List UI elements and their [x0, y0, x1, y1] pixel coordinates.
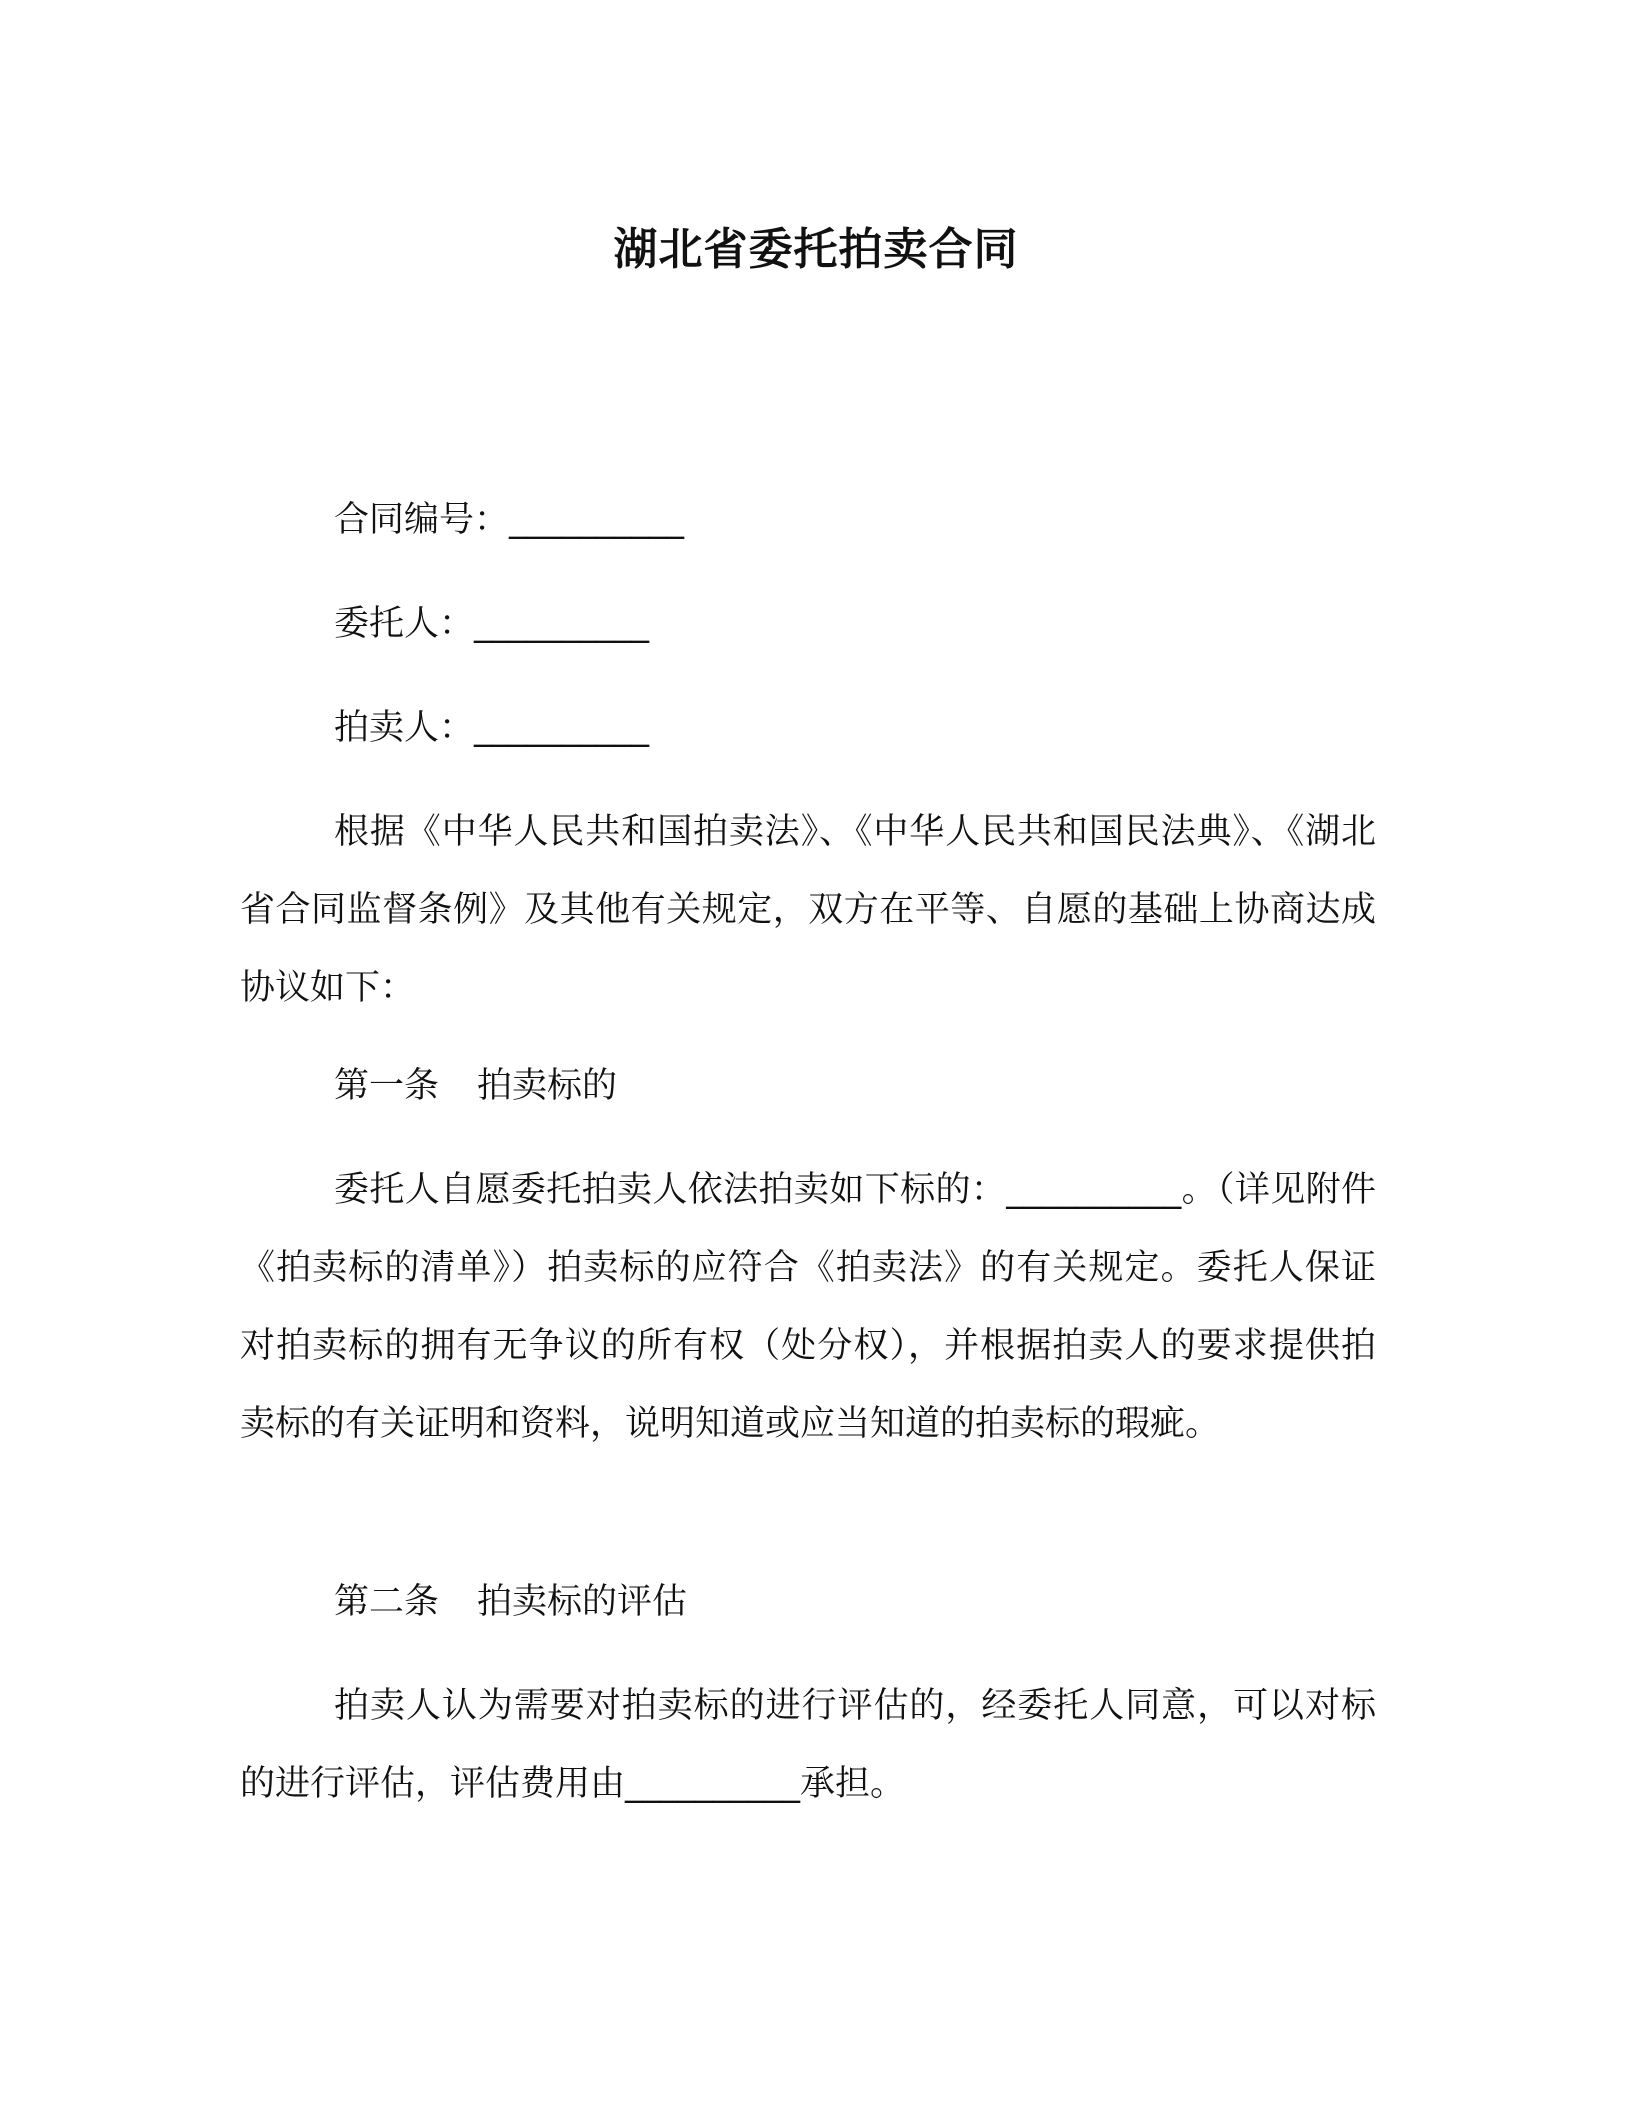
article-1-heading [334, 1062, 617, 1110]
document-title: 湖北省委托拍卖合同 [613, 224, 1019, 275]
article-1-title: 拍卖标的 [477, 1066, 618, 1106]
article-2-number: 第二条 [334, 1582, 440, 1622]
article-2-body: 拍卖人认为需要对拍卖标的进行评估的，经委托人同意，可以对标的进行评估，评估费用由__________承担。 [240, 1686, 1376, 1804]
article-1-number: 第一条 [334, 1066, 440, 1106]
consignor-field: 委托人：__________ [334, 604, 650, 644]
contract-number-field: 合同编号：__________ [334, 500, 685, 540]
preamble-paragraph: 根据《中华人民共和国拍卖法》、《中华人民共和国民法典》、《湖北省合同监督条例》及其他有关规定，双方在平等、自愿的基础上协商达成协议如下： [240, 812, 1376, 1008]
article-2-heading [334, 1578, 687, 1626]
article-1-body: 委托人自愿委托拍卖人依法拍卖如下标的：__________。（详见附件《拍卖标的清单》）拍卖标的应符合《拍卖法》的有关规定。委托人保证对拍卖标的拥有无争议的所有权（处分权），并根据拍卖人的要求提供拍卖标的有关证明和资料，说明知道或应当知道的拍卖标的瑕疵。 [240, 1170, 1376, 1444]
article-2-title: 拍卖标的评估 [477, 1582, 688, 1622]
auctioneer-field: 拍卖人：__________ [334, 708, 650, 748]
